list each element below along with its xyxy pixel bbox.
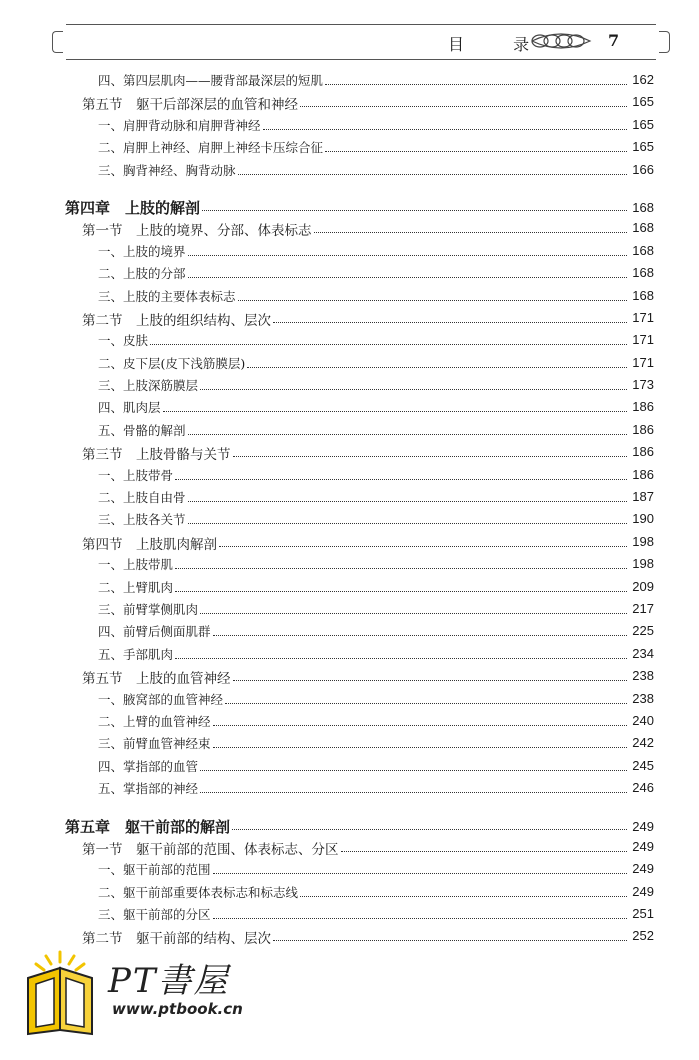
toc-section-row[interactable] (0, 837, 699, 859)
dot-leader (175, 591, 627, 592)
toc-item-row[interactable] (0, 882, 699, 904)
dot-leader (263, 129, 627, 130)
dot-leader (325, 151, 627, 152)
toc-entry-label: 二、上臂肌肉 (98, 579, 174, 595)
dot-leader (238, 174, 627, 175)
toc-page-number: 165 (632, 116, 654, 132)
toc-page-number: 162 (632, 72, 654, 87)
toc-page-number: 190 (632, 511, 654, 527)
toc-page-number: 238 (632, 668, 654, 684)
toc-entry-label: 二、上肢自由骨 (98, 490, 186, 506)
toc-entry-label: 二、躯干前部重要体表标志和标志线 (98, 884, 299, 900)
dot-leader (175, 568, 627, 569)
toc-item-row[interactable] (0, 689, 699, 711)
dot-leader (175, 479, 627, 480)
toc-page-number: 168 (632, 199, 654, 215)
toc-item-row[interactable] (0, 599, 699, 621)
toc-entry-label: 三、胸背神经、胸背动脉 (98, 162, 236, 178)
dot-leader (225, 703, 627, 704)
toc-entry-label: 三、前臂掌侧肌肉 (98, 601, 199, 617)
toc-entry-label: 四、前臂后侧面肌群 (98, 624, 211, 640)
toc-entry-label: 四、肌肉层 (98, 400, 161, 416)
toc-entry-label: 四、掌指部的血管 (98, 758, 199, 774)
toc-entry-label: 五、骨骼的解剖 (98, 422, 186, 438)
dot-leader (188, 523, 627, 524)
chapter-gap (0, 801, 699, 815)
toc-page-number: 251 (632, 906, 654, 922)
toc-page-number: 171 (632, 354, 654, 370)
toc-page-number: 252 (632, 928, 654, 944)
toc-entry-label: 二、肩胛上神经、肩胛上神经卡压综合征 (98, 140, 324, 156)
toc-page-number: 234 (632, 645, 654, 661)
toc-page-number: 249 (632, 861, 654, 877)
toc-page-number: 165 (632, 139, 654, 155)
toc-item-row[interactable] (0, 397, 699, 419)
toc-entry-label: 五、手部肌肉 (98, 646, 174, 662)
toc-page-number: 186 (632, 399, 654, 415)
toc-entry-label: 五、掌指部的神经 (98, 781, 199, 797)
toc-item-row[interactable] (0, 70, 699, 92)
dot-leader (200, 792, 627, 793)
toc-page-number: 249 (632, 883, 654, 899)
toc-entry-label: 第一节 上肢的境界、分部、体表标志 (82, 223, 312, 240)
toc-entry-label: 四、第四层肌肉——腰背部最深层的短肌 (98, 73, 324, 88)
dot-leader (300, 106, 627, 107)
table-of-contents (0, 70, 699, 949)
dot-leader (238, 300, 627, 301)
toc-item-row[interactable] (0, 621, 699, 643)
toc-page-number: 166 (632, 161, 654, 177)
dot-leader (341, 851, 628, 852)
toc-page-number: 217 (632, 600, 654, 616)
toc-entry-label: 一、肩胛背动脉和肩胛背神经 (98, 117, 261, 133)
chapter-gap (0, 182, 699, 196)
toc-page-number: 240 (632, 712, 654, 728)
toc-item-row[interactable] (0, 644, 699, 666)
toc-entry-label: 一、上肢带骨 (98, 467, 174, 483)
toc-section-row[interactable] (0, 308, 699, 330)
toc-entry-label: 三、上肢深筋膜层 (98, 378, 199, 394)
toc-entry-label: 第五章 躯干前部的解剖 (65, 817, 231, 836)
toc-page-number: 168 (632, 287, 654, 303)
dot-leader (273, 940, 627, 941)
toc-section-row[interactable] (0, 666, 699, 688)
toc-item-row[interactable] (0, 353, 699, 375)
toc-entry-label: 第五节 上肢的血管神经 (82, 671, 231, 688)
toc-chapter-row[interactable] (0, 196, 699, 218)
toc-entry-label: 三、上肢的主要体表标志 (98, 288, 236, 304)
toc-entry-label: 二、上肢的分部 (98, 266, 186, 282)
header-page-number: 7 (608, 31, 620, 50)
watermark-url: www.ptbook.cn (112, 1000, 243, 1018)
toc-entry-label: 第五节 躯干后部深层的血管和神经 (82, 97, 298, 114)
dot-leader (232, 829, 627, 830)
toc-entry-label: 第一节 躯干前部的范围、体表标志、分区 (82, 841, 339, 858)
toc-page-number: 186 (632, 421, 654, 437)
dot-leader (213, 918, 627, 919)
dot-leader (163, 411, 627, 412)
toc-item-row[interactable] (0, 137, 699, 159)
dot-leader (233, 680, 628, 681)
dot-leader (314, 232, 628, 233)
toc-page-number: 187 (632, 489, 654, 505)
toc-entry-label: 一、皮肤 (98, 333, 149, 349)
toc-page-number: 225 (632, 623, 654, 639)
toc-entry-label: 一、上肢的境界 (98, 243, 186, 259)
dot-leader (200, 389, 627, 390)
toc-item-row[interactable] (0, 778, 699, 800)
toc-item-row[interactable] (0, 330, 699, 352)
toc-item-row[interactable] (0, 375, 699, 397)
toc-item-row[interactable] (0, 286, 699, 308)
toc-page-number: 198 (632, 556, 654, 572)
toc-section-row[interactable] (0, 442, 699, 464)
toc-item-row[interactable] (0, 420, 699, 442)
dot-leader (188, 255, 627, 256)
toc-entry-label: 一、腋窝部的血管神经 (98, 691, 224, 707)
toc-page-number: 168 (632, 220, 654, 236)
toc-page-number: 168 (632, 242, 654, 258)
toc-item-row[interactable] (0, 859, 699, 881)
dot-leader (213, 747, 627, 748)
toc-entry-label: 二、皮下层(皮下浅筋膜层) (98, 355, 246, 371)
dot-leader (300, 896, 627, 897)
toc-entry-label: 第四章 上肢的解剖 (65, 198, 201, 217)
toc-entry-label: 第二节 躯干前部的结构、层次 (82, 931, 271, 948)
toc-item-row[interactable] (0, 160, 699, 182)
toc-item-row[interactable] (0, 115, 699, 137)
toc-page-number: 171 (632, 309, 654, 325)
toc-section-row[interactable] (0, 532, 699, 554)
toc-page-number: 186 (632, 466, 654, 482)
toc-section-row[interactable] (0, 218, 699, 240)
toc-entry-label: 三、前臂血管神经束 (98, 736, 211, 752)
toc-page-number: 245 (632, 757, 654, 773)
toc-page-number: 238 (632, 690, 654, 706)
toc-entry-label: 第三节 上肢骨骼与关节 (82, 447, 231, 464)
toc-page-number: 246 (632, 780, 654, 796)
toc-item-row[interactable] (0, 554, 699, 576)
toc-item-row[interactable] (0, 241, 699, 263)
dot-leader (200, 613, 627, 614)
toc-section-row[interactable] (0, 92, 699, 114)
dot-leader (247, 367, 627, 368)
toc-page-number: 249 (632, 818, 654, 834)
toc-item-row[interactable] (0, 756, 699, 778)
toc-page-number: 209 (632, 578, 654, 594)
dot-leader (202, 210, 627, 211)
dot-leader (213, 635, 627, 636)
toc-item-row[interactable] (0, 733, 699, 755)
toc-item-row[interactable] (0, 904, 699, 926)
dot-leader (188, 277, 627, 278)
knot-ornament-icon (530, 31, 592, 51)
toc-page-number: 173 (632, 377, 654, 393)
dot-leader (273, 322, 627, 323)
dot-leader (200, 770, 627, 771)
toc-entry-label: 一、躯干前部的范围 (98, 862, 211, 878)
toc-item-row[interactable] (0, 487, 699, 509)
toc-item-row[interactable] (0, 465, 699, 487)
dot-leader (188, 501, 627, 502)
toc-item-row[interactable] (0, 711, 699, 733)
watermark-brand: PT書屋 (108, 961, 230, 1001)
toc-item-row[interactable] (0, 263, 699, 285)
dot-leader (213, 873, 627, 874)
toc-item-row[interactable] (0, 577, 699, 599)
dot-leader (325, 84, 627, 85)
toc-page-number: 242 (632, 735, 654, 751)
toc-entry-label: 三、躯干前部的分区 (98, 907, 211, 923)
toc-entry-label: 第二节 上肢的组织结构、层次 (82, 312, 271, 329)
dot-leader (175, 658, 627, 659)
toc-section-row[interactable] (0, 926, 699, 948)
toc-page-number: 186 (632, 444, 654, 460)
dot-leader (213, 725, 627, 726)
toc-page-number: 165 (632, 94, 654, 110)
toc-page-number: 249 (632, 838, 654, 854)
toc-item-row[interactable] (0, 509, 699, 531)
toc-chapter-row[interactable] (0, 815, 699, 837)
toc-entry-label: 二、上臂的血管神经 (98, 713, 211, 729)
dot-leader (233, 456, 628, 457)
dot-leader (150, 344, 627, 345)
toc-page-number: 168 (632, 265, 654, 281)
toc-page-number: 171 (632, 332, 654, 348)
dot-leader (219, 546, 627, 547)
toc-entry-label: 一、上肢带肌 (98, 557, 174, 573)
toc-entry-label: 三、上肢各关节 (98, 512, 186, 528)
header-title: 目 录 (448, 35, 552, 54)
toc-page-number: 198 (632, 533, 654, 549)
toc-entry-label: 第四节 上肢肌肉解剖 (82, 536, 217, 553)
dot-leader (188, 434, 627, 435)
